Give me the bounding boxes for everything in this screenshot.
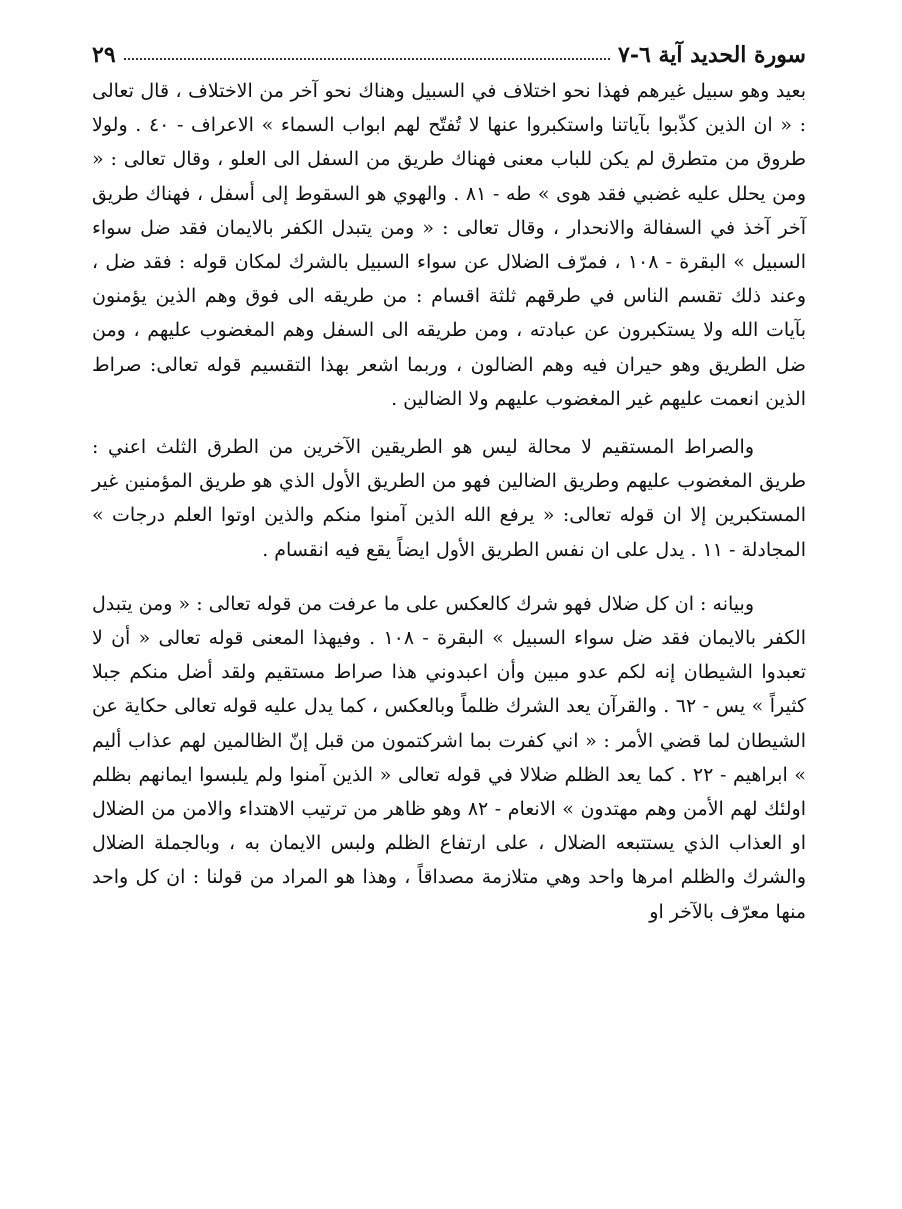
paragraph: وبيانه : ان كل ضلال فهو شرك كالعكس على ما عرفت من قوله تعالى : « ومن يتبدل الكفر بالايمان فقد ضل سواء السبيل » البقرة - ١٠٨ . وفيهذا المعنى قوله تعالى « أن لا تعبدوا الشيطان إنه لكم عدو مبين وأن اعبدوني هذا صراط مستقيم ولقد أضل منكم جبلا كثيراً » يس - ٦٢ . والقرآن يعد الشرك ظلماً وبالعكس ، كما يدل عليه قوله تعالى حكاية عن الشيطان لما قضي الأمر : « اني كفرت بما اشركتمون من قبل إنّ الظالمين لهم عذاب أليم » ابراهيم - ٢٢ . كما يعد الظلم ضلالا في قوله تعالى « الذين آمنوا ولم يلبسوا ايمانهم بظلم اولئك لهم الأمن وهم مهتدون » الانعام - ٨٢ وهو ظاهر من ترتيب الاهتداء والامن من الضلال او العذاب الذي يستتبعه الضلال ، على ارتفاع الظلم ولبس الايمان به ، وبالجملة الضلال والشرك والظلم امرها واحد وهي متلازمة مصداقاً ، وهذا هو المراد من قولنا : ان كل واحد منها معرّف بالآخر او (92, 592, 806, 923)
paragraph-spacer (92, 567, 806, 587)
paragraph: بعيد وهو سبيل غيرهم فهذا نحو اختلاف في السبيل وهناك نحو آخر من الاختلاف ، قال تعالى : « ان الذين كذّبوا بآياتنا واستكبروا عنها لا تُفتّح لهم ابواب السماء » الاعراف - ٤٠ . ولولا طروق من متطرق لم يكن للباب معنى فهناك طريق من السفل الى العلو ، وقال تعالى : « ومن يحلل عليه غضبي فقد هوى » طه - ٨١ . والهوي هو السقوط إلى أسفل ، فهناك طريق آخر آخذ في السفالة والانحدار ، وقال تعالى : « ومن يتبدل الكفر بالايمان فقد ضل سواء السبيل » البقرة - ١٠٨ ، فمرّف الضلال عن سواء السبيل بالشرك لمكان قوله : فقد ضل ، وعند ذلك تقسم الناس في طرقهم ثلثة اقسام : من طريقه الى فوق وهم الذين يؤمنون بآيات الله ولا يستكبرون عن عبادته ، ومن طريقه الى السفل وهم المغضوب عليهم ، ومن ضل الطريق وهو حيران فيه وهم الضالون ، وربما اشعر بهذا التقسيم قوله تعالى: صراط الذين انعمت عليهم غير المغضوب عليهم ولا الضالين . (92, 80, 807, 410)
dotted-leader (124, 58, 610, 60)
chapter-title: سورة الحديد آية ٦-٧ (618, 42, 806, 68)
paragraph: والصراط المستقيم لا محالة ليس هو الطريقين الآخرين من الطرق الثلث اعني : طريق المغضوب عليهم وطريق الضالين فهو من الطريق الأول الذي هو طريق المؤمنين غير المستكبرين إلا ان قوله تعالى: « يرفع الله الذين آمنوا منكم والذين اوتوا العلم درجات » المجادلة - ١١ . يدل على ان نفس الطريق الأول ايضاً يقع فيه انقسام . (92, 436, 806, 561)
page-number: ٢٩ (92, 42, 116, 68)
running-header (92, 24, 806, 68)
paragraph-spacer (92, 416, 806, 430)
